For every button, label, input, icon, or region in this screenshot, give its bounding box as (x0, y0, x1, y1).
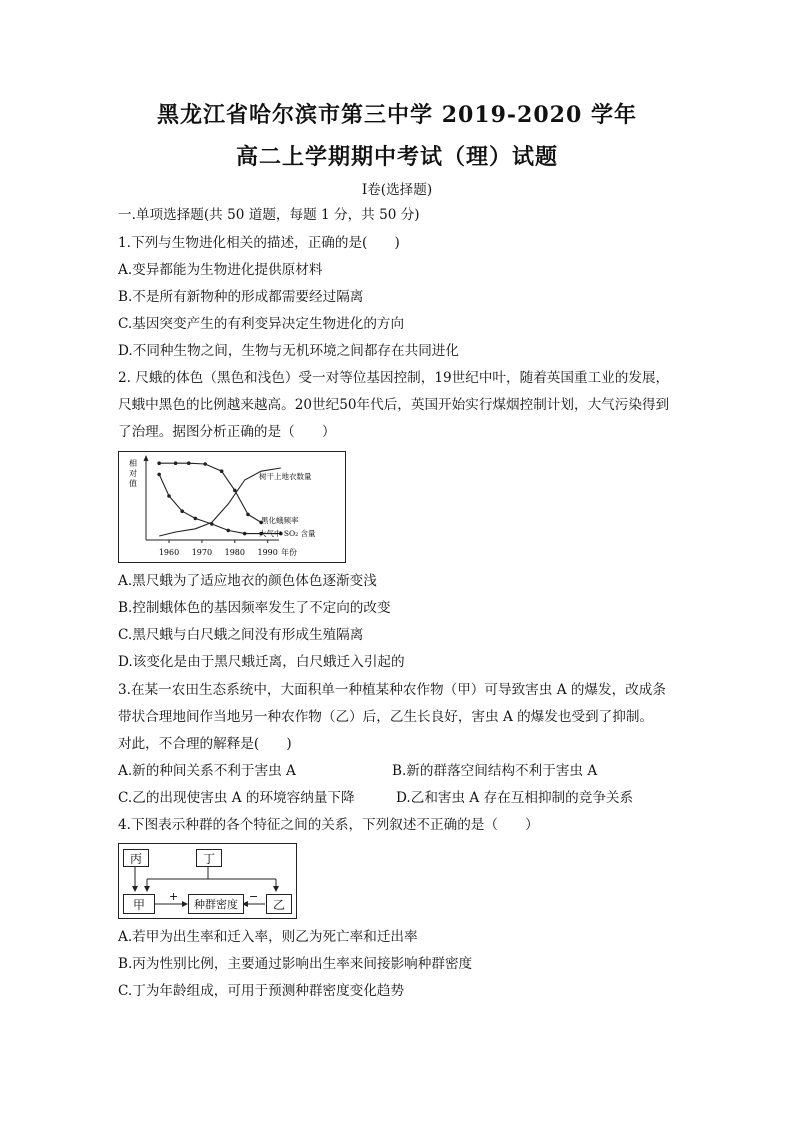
series-2-point-0 (157, 473, 161, 477)
series-1-point-0 (157, 461, 161, 465)
series-1-point-4 (220, 469, 224, 473)
series-line-1 (159, 463, 261, 522)
series-1-point-3 (203, 462, 207, 466)
q3-option-a: A.新的种间关系不利于害虫 A (118, 763, 296, 779)
q1-option-d: D.不同种生物之间，生物与无机环境之间都存在共同进化 (118, 343, 459, 359)
q4-option-a: A.若甲为出生率和迁入率，则乙为死亡率和迁出率 (118, 929, 418, 945)
q2-stem-line2: 尺蛾中黑色的比例越来越高。20世纪50年代后，英国开始实行煤烟控制计划，大气污染得到 (118, 397, 670, 413)
q2-option-c: C.黑尺蛾与白尺蛾之间没有形成生殖隔离 (118, 627, 364, 643)
series-2-point-2 (180, 509, 184, 513)
series-2-point-4 (210, 522, 214, 526)
population-diagram (118, 843, 297, 919)
q1-option-b: B.不是所有新物种的形成都需要经过隔离 (118, 289, 364, 305)
q1-option-c: C.基因突变产生的有利变异决定生物进化的方向 (118, 316, 405, 332)
q3-option-b: B.新的群落空间结构不利于害虫 A (392, 763, 598, 779)
page-subtitle: 高二上学期期中考试（理）试题 (235, 144, 558, 170)
x-axis-label: 年份 (281, 548, 297, 557)
node-density: 种群密度 (188, 894, 244, 914)
series-1-point-2 (187, 461, 191, 465)
moth-line-chart (118, 451, 346, 563)
node-ding: 丁 (196, 849, 222, 867)
series-2-point-6 (243, 532, 247, 536)
node-yi: 乙 (266, 894, 292, 914)
minus-sign: − (249, 890, 259, 903)
q4-option-c: C.丁为年龄组成，可用于预测种群密度变化趋势 (118, 983, 405, 999)
x-tick-label-2: 1980 (224, 548, 245, 557)
q2-option-a: A.黑尺蛾为了适应地衣的颜色体色逐渐变浅 (118, 573, 377, 589)
node-jia: 甲 (123, 894, 155, 914)
x-tick-label-0: 1960 (158, 548, 180, 557)
q1-stem: 1.下列与生物进化相关的描述，正确的是( ) (118, 235, 400, 251)
x-tick-label-1: 1970 (191, 548, 213, 557)
plus-sign: + (169, 890, 179, 903)
y-axis-label-char-2: 对 (129, 469, 137, 478)
series-1-point-6 (246, 513, 250, 517)
series-label-2: 大气中 SO₂ 含量 (259, 529, 316, 538)
series-2-point-3 (194, 517, 198, 521)
x-tick-label-3: 1990 (257, 548, 278, 557)
q2-stem-line1: 2. 尺蛾的体色（黑色和浅色）受一对等位基因控制，19世纪中叶，随着英国重工业的发展， (118, 370, 670, 386)
page-title: 黑龙江省哈尔滨市第三中学 2019-2020 学年 (157, 102, 637, 128)
q2-option-d: D.该变化是由于黑尺蛾迁离，白尺蛾迁入引起的 (118, 654, 405, 670)
y-axis-label-char-3: 值 (129, 479, 137, 488)
chart-svg (119, 452, 345, 562)
q3-stem-line2: 带状合理地间作当地另一种农作物（乙）后，乙生长良好，害虫 A 的爆发也受到了抑制。 (118, 709, 654, 725)
part-heading: 一.单项选择题(共 50 道题，每题 1 分，共 50 分) (118, 207, 420, 223)
series-1-point-1 (174, 461, 178, 465)
q2-stem-line3: 了治理。据图分析正确的是（ ） (118, 424, 336, 440)
q3-stem-line3: 对此，不合理的解释是( ) (118, 736, 292, 752)
series-1-point-5 (233, 489, 237, 493)
q3-option-c: C.乙的出现使害虫 A 的环境容纳量下降 (118, 790, 355, 806)
q2-option-b: B.控制蛾体色的基因频率发生了不定向的改变 (118, 600, 391, 616)
y-axis-arrow (144, 455, 149, 461)
q4-option-b: B.丙为性别比例，主要通过影响出生率来间接影响种群密度 (118, 956, 473, 972)
q1-option-a: A.变异都能为生物进化提供原材料 (118, 262, 323, 278)
section-label: Ⅰ卷(选择题) (361, 182, 433, 198)
y-axis-label-char-1: 相 (129, 459, 137, 468)
series-label-1: 黑化蛾频率 (261, 516, 299, 525)
q4-stem: 4.下图表示种群的各个特征之间的关系，下列叙述不正确的是（ ） (118, 817, 539, 833)
series-2-point-5 (226, 529, 230, 533)
series-2-point-1 (167, 494, 171, 498)
node-bing: 丙 (123, 849, 149, 867)
series-label-0: 树干上地衣数量 (259, 472, 312, 481)
q3-stem-line1: 3.在某一农田生态系统中，大面积单一种植某种农作物（甲）可导致害虫 A 的爆发，改成条 (118, 682, 666, 698)
q3-option-d: D.乙和害虫 A 存在互相抑制的竞争关系 (396, 790, 634, 806)
